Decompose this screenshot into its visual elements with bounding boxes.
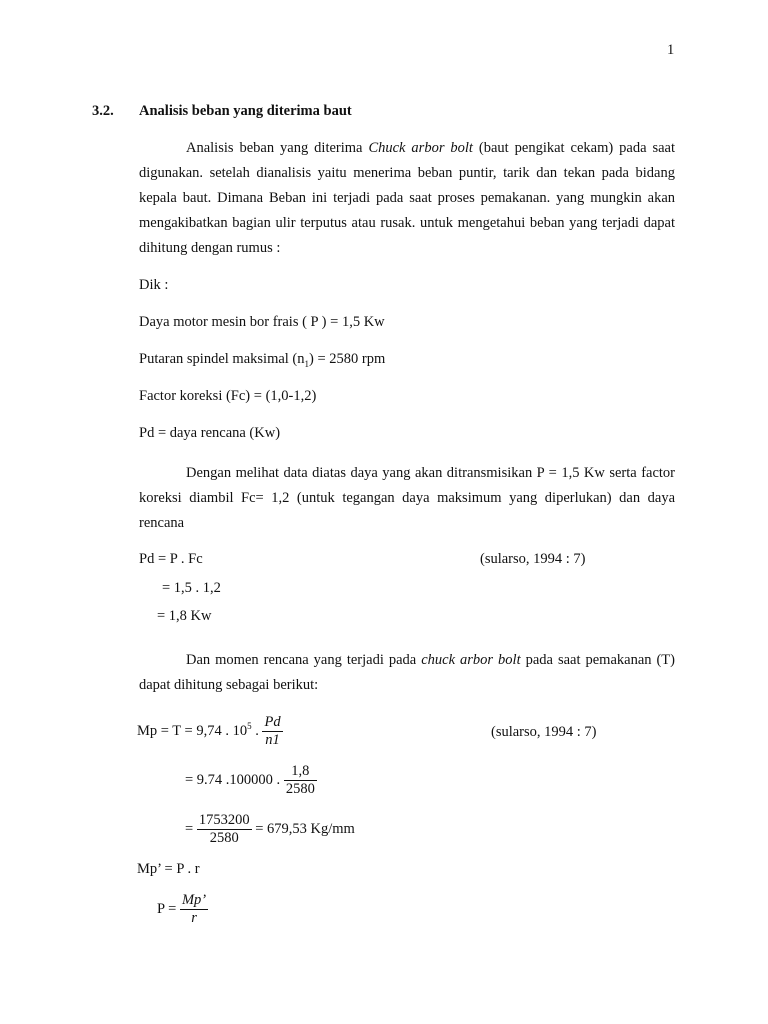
force-numerator: Mp’ [181, 892, 207, 908]
mp-step-2-fraction [284, 763, 317, 798]
mp-dot: . [251, 722, 259, 739]
paragraph-moment [139, 648, 675, 698]
force-lhs: P = [157, 900, 177, 917]
mp-lhs: Mp = T = 9,74 . 10 [137, 722, 248, 739]
mp-step-3-fraction [197, 812, 252, 847]
mp-step-3 [185, 812, 355, 847]
given-rpm-sub: 1 [304, 358, 310, 369]
intro-paragraph [139, 136, 675, 261]
moment-text-2: pada saat pemakanan (T) dapat dihitung sebagai berikut: [139, 652, 675, 693]
force-denominator: r [191, 910, 197, 926]
mp-step-3-numerator: 1753200 [198, 812, 250, 828]
given-factor: Factor koreksi (Fc) = (1,0-1,2) [139, 388, 317, 404]
pd-reference: (sularso, 1994 : 7) [480, 551, 586, 567]
mp-fraction-numerator: Pd [264, 714, 281, 730]
mp-reference: (sularso, 1994 : 7) [491, 724, 597, 740]
section-title: Analisis beban yang diterima baut [139, 103, 352, 119]
mp-formula [137, 714, 283, 749]
force-formula [157, 892, 208, 927]
mp-step-2-denominator: 2580 [285, 781, 315, 797]
mp-step-2-prefix: = 9.74 .100000 . [185, 771, 281, 788]
mp-step-2-numerator: 1,8 [284, 763, 317, 781]
pd-formula: Pd = P . Fc [139, 551, 203, 567]
page-number: 1 [667, 42, 675, 58]
intro-text-2: (baut pengikat cekam) pada saat digunakan. setelah dianalisis yaitu menerima beban puntir, tarik dan tekan pada bidang kepala baut. Dimana Beban ini terjadi pada saat proses pemakanan. yang mungkin akan mengakibatkan bagian ulir terputus atau rusak. untuk mengetahui beban yang terjadi dapat dihitung dengan rumus : [139, 140, 675, 256]
intro-text-1: Analisis beban yang diterima [186, 140, 369, 156]
given-power: Daya motor mesin bor frais ( P ) = 1,5 Kw [139, 314, 385, 330]
moment-emphasis: chuck arbor bolt [421, 652, 521, 668]
mp-exponent: 5 [247, 721, 252, 731]
force-fraction [180, 892, 208, 927]
section-number: 3.2. [92, 103, 114, 119]
mp-step-3-denominator: 2580 [209, 830, 239, 846]
paragraph-design-power: Dengan melihat data diatas daya yang akan ditransmisikan P = 1,5 Kw serta factor koreksi diambil Fc= 1,2 (untuk tegangan daya maksimum yang diperlukan) dan daya rencana [139, 465, 675, 531]
intro-emphasis: Chuck arbor bolt [368, 140, 473, 156]
given-rpm-pre: Putaran spindel maksimal (n [139, 351, 305, 367]
mp-prime-formula: Mp’ = P . r [137, 861, 200, 877]
mp-fraction [262, 714, 282, 749]
mp-step-3-result: = 679,53 Kg/mm [255, 820, 355, 837]
given-label: Dik : [139, 277, 169, 293]
mp-step-2 [185, 763, 317, 798]
given-rpm-post: ) = 2580 rpm [309, 351, 386, 367]
mp-step-3-equals: = [185, 820, 194, 837]
pd-result: = 1,8 Kw [157, 608, 212, 624]
moment-text-1: Dan momen rencana yang terjadi pada [186, 652, 422, 668]
mp-fraction-denominator: n1 [265, 732, 280, 748]
given-rpm [139, 351, 385, 368]
given-pd: Pd = daya rencana (Kw) [139, 425, 281, 441]
pd-substitution: = 1,5 . 1,2 [162, 580, 221, 596]
